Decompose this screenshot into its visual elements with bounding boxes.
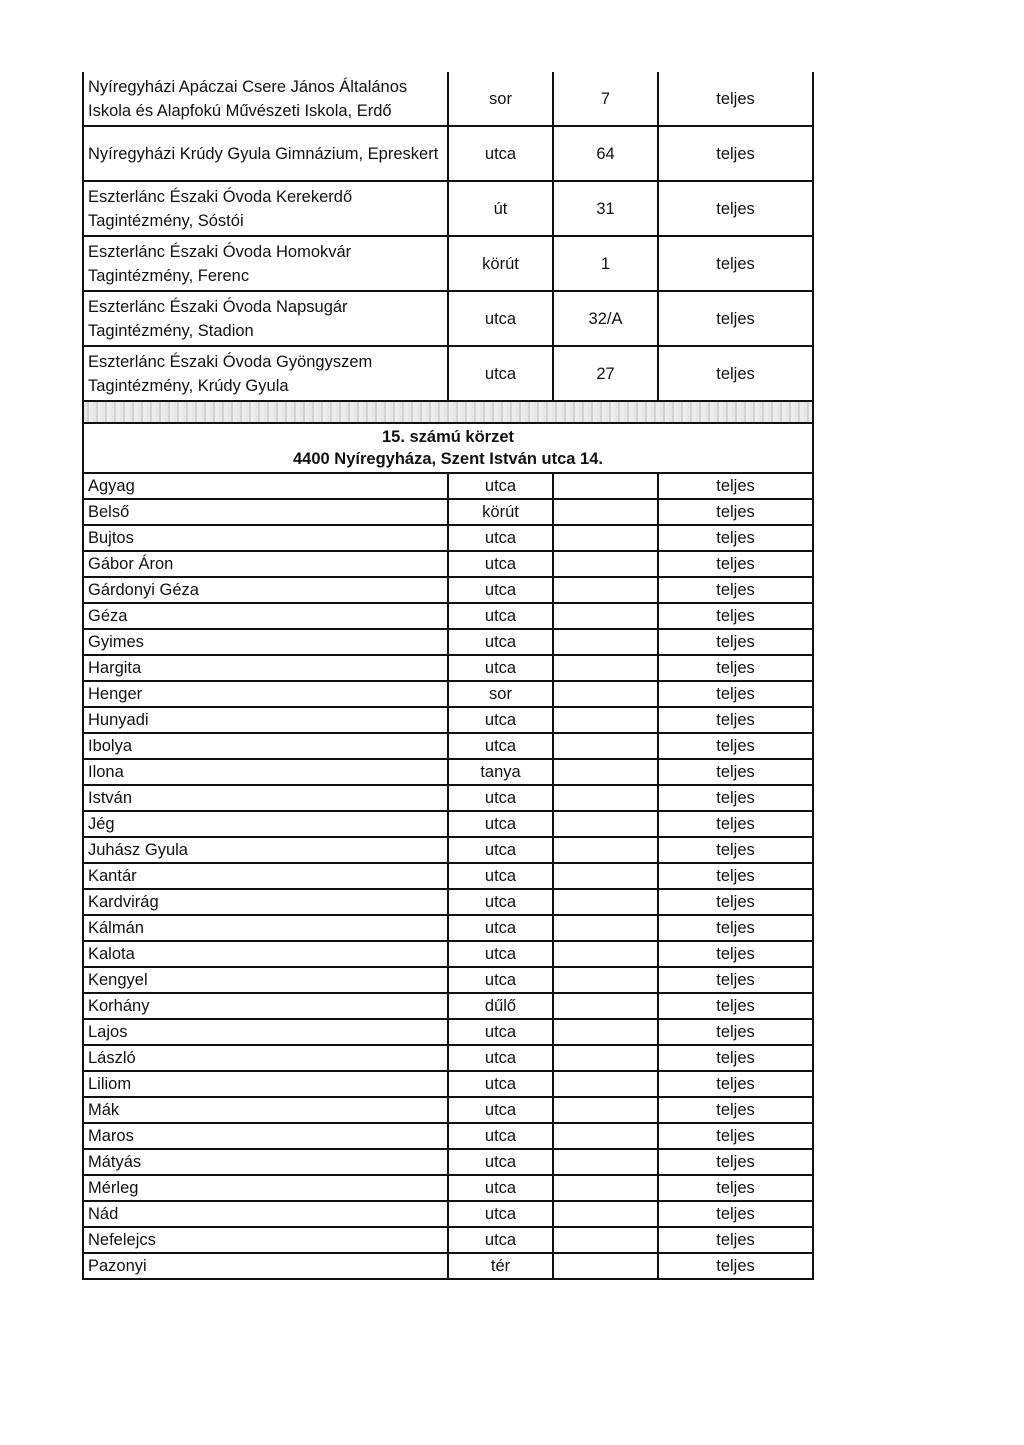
table-row [83, 707, 813, 733]
number-cell [553, 655, 658, 681]
status-cell: teljes [658, 707, 813, 733]
name-cell: Hunyadi [83, 707, 448, 733]
type-cell: sor [448, 681, 553, 707]
status-cell: teljes [658, 1071, 813, 1097]
name-cell: Mák [83, 1097, 448, 1123]
separator-row [83, 401, 813, 423]
type-cell: utca [448, 863, 553, 889]
number-cell: 27 [553, 346, 658, 401]
table-row [83, 681, 813, 707]
status-cell: teljes [658, 733, 813, 759]
number-cell: 7 [553, 72, 658, 126]
name-cell: Nefelejcs [83, 1227, 448, 1253]
number-cell [553, 1097, 658, 1123]
name-cell: Eszterlánc Északi Óvoda Homokvár Tagintézmény, Ferenc [83, 236, 448, 291]
number-cell [553, 1123, 658, 1149]
type-cell: dűlő [448, 993, 553, 1019]
name-cell: Eszterlánc Északi Óvoda Gyöngyszem Tagintézmény, Krúdy Gyula [83, 346, 448, 401]
table-row [83, 72, 813, 126]
number-cell [553, 1045, 658, 1071]
type-cell: utca [448, 291, 553, 346]
number-cell [553, 759, 658, 785]
table-row [83, 499, 813, 525]
name-cell: Nyíregyházi Apáczai Csere János Általános Iskola és Alapfokú Művészeti Iskola, Erdő [83, 72, 448, 126]
type-cell: utca [448, 629, 553, 655]
number-cell [553, 1071, 658, 1097]
name-cell: Pazonyi [83, 1253, 448, 1279]
name-cell: Korhány [83, 993, 448, 1019]
table-row [83, 1175, 813, 1201]
number-cell [553, 525, 658, 551]
type-cell: utca [448, 941, 553, 967]
type-cell: utca [448, 525, 553, 551]
name-cell: Liliom [83, 1071, 448, 1097]
type-cell: utca [448, 915, 553, 941]
table-row [83, 577, 813, 603]
name-cell: Kengyel [83, 967, 448, 993]
status-cell: teljes [658, 889, 813, 915]
table-row [83, 346, 813, 401]
status-cell: teljes [658, 1253, 813, 1279]
type-cell: utca [448, 1123, 553, 1149]
status-cell: teljes [658, 126, 813, 181]
table-row [83, 863, 813, 889]
type-cell: utca [448, 733, 553, 759]
district-address: 4400 Nyíregyháza, Szent István utca 14. [293, 450, 603, 468]
status-cell: teljes [658, 837, 813, 863]
number-cell [553, 1253, 658, 1279]
status-cell: teljes [658, 551, 813, 577]
name-cell: Bujtos [83, 525, 448, 551]
district-title: 15. számú körzet [381, 428, 515, 446]
type-cell: utca [448, 1175, 553, 1201]
table-row [83, 1097, 813, 1123]
status-cell: teljes [658, 236, 813, 291]
number-cell [553, 1019, 658, 1045]
district-header-cell [83, 423, 813, 473]
name-cell: Mérleg [83, 1175, 448, 1201]
type-cell: körút [448, 499, 553, 525]
name-cell: László [83, 1045, 448, 1071]
table-row [83, 291, 813, 346]
status-cell: teljes [658, 1201, 813, 1227]
status-cell: teljes [658, 993, 813, 1019]
name-cell: Kálmán [83, 915, 448, 941]
number-cell: 1 [553, 236, 658, 291]
name-cell: Gárdonyi Géza [83, 577, 448, 603]
type-cell: utca [448, 967, 553, 993]
district-header [83, 423, 813, 473]
status-cell: teljes [658, 1175, 813, 1201]
institution-rows [83, 72, 813, 401]
type-cell: utca [448, 889, 553, 915]
table-row [83, 1123, 813, 1149]
number-cell [553, 785, 658, 811]
table-row [83, 915, 813, 941]
type-cell: utca [448, 837, 553, 863]
type-cell: tér [448, 1253, 553, 1279]
table-row [83, 655, 813, 681]
status-cell: teljes [658, 967, 813, 993]
status-cell: teljes [658, 863, 813, 889]
type-cell: utca [448, 1071, 553, 1097]
name-cell: Nyíregyházi Krúdy Gyula Gimnázium, Epreskert [83, 126, 448, 181]
type-cell: utca [448, 603, 553, 629]
number-cell [553, 993, 658, 1019]
number-cell [553, 499, 658, 525]
type-cell: tanya [448, 759, 553, 785]
name-cell: Ibolya [83, 733, 448, 759]
status-cell: teljes [658, 1149, 813, 1175]
number-cell [553, 915, 658, 941]
status-cell: teljes [658, 181, 813, 236]
table-row [83, 1019, 813, 1045]
table-row [83, 811, 813, 837]
type-cell: utca [448, 1227, 553, 1253]
type-cell: utca [448, 346, 553, 401]
number-cell: 64 [553, 126, 658, 181]
number-cell [553, 811, 658, 837]
address-table [82, 72, 814, 1280]
status-cell: teljes [658, 1097, 813, 1123]
name-cell: Eszterlánc Északi Óvoda Napsugár Tagintézmény, Stadion [83, 291, 448, 346]
name-cell: Gábor Áron [83, 551, 448, 577]
number-cell [553, 967, 658, 993]
status-cell: teljes [658, 915, 813, 941]
status-cell: teljes [658, 629, 813, 655]
status-cell: teljes [658, 1045, 813, 1071]
table-row [83, 837, 813, 863]
number-cell [553, 889, 658, 915]
number-cell [553, 577, 658, 603]
name-cell: Henger [83, 681, 448, 707]
table-row [83, 967, 813, 993]
number-cell [553, 733, 658, 759]
table-row [83, 993, 813, 1019]
name-cell: Gyimes [83, 629, 448, 655]
name-cell: Kardvirág [83, 889, 448, 915]
type-cell: utca [448, 126, 553, 181]
number-cell [553, 551, 658, 577]
type-cell: sor [448, 72, 553, 126]
table-row [83, 1071, 813, 1097]
name-cell: Kalota [83, 941, 448, 967]
type-cell: út [448, 181, 553, 236]
table-row [83, 236, 813, 291]
status-cell: teljes [658, 603, 813, 629]
table-row [83, 1227, 813, 1253]
status-cell: teljes [658, 577, 813, 603]
status-cell: teljes [658, 1019, 813, 1045]
name-cell: István [83, 785, 448, 811]
number-cell [553, 473, 658, 499]
street-rows [83, 473, 813, 1279]
status-cell: teljes [658, 811, 813, 837]
status-cell: teljes [658, 72, 813, 126]
type-cell: körút [448, 236, 553, 291]
status-cell: teljes [658, 525, 813, 551]
type-cell: utca [448, 785, 553, 811]
type-cell: utca [448, 577, 553, 603]
name-cell: Belső [83, 499, 448, 525]
table-row [83, 1201, 813, 1227]
status-cell: teljes [658, 681, 813, 707]
status-cell: teljes [658, 655, 813, 681]
table-row [83, 733, 813, 759]
type-cell: utca [448, 811, 553, 837]
number-cell [553, 863, 658, 889]
number-cell: 31 [553, 181, 658, 236]
table-row [83, 181, 813, 236]
number-cell [553, 1201, 658, 1227]
table-row [83, 1045, 813, 1071]
name-cell: Nád [83, 1201, 448, 1227]
table-row [83, 941, 813, 967]
status-cell: teljes [658, 346, 813, 401]
table-row [83, 785, 813, 811]
name-cell: Juhász Gyula [83, 837, 448, 863]
number-cell [553, 837, 658, 863]
table-row [83, 1253, 813, 1279]
name-cell: Agyag [83, 473, 448, 499]
name-cell: Ilona [83, 759, 448, 785]
number-cell [553, 681, 658, 707]
type-cell: utca [448, 1045, 553, 1071]
type-cell: utca [448, 1019, 553, 1045]
table-row [83, 759, 813, 785]
status-cell: teljes [658, 473, 813, 499]
status-cell: teljes [658, 759, 813, 785]
type-cell: utca [448, 655, 553, 681]
number-cell [553, 707, 658, 733]
status-cell: teljes [658, 785, 813, 811]
table-row [83, 126, 813, 181]
name-cell: Eszterlánc Északi Óvoda Kerekerdő Tagintézmény, Sóstói [83, 181, 448, 236]
table-row [83, 1149, 813, 1175]
table-row [83, 551, 813, 577]
status-cell: teljes [658, 941, 813, 967]
name-cell: Mátyás [83, 1149, 448, 1175]
number-cell [553, 1175, 658, 1201]
separator-cell [83, 401, 813, 423]
type-cell: utca [448, 551, 553, 577]
number-cell [553, 603, 658, 629]
name-cell: Géza [83, 603, 448, 629]
number-cell: 32/A [553, 291, 658, 346]
table-row [83, 525, 813, 551]
name-cell: Jég [83, 811, 448, 837]
number-cell [553, 941, 658, 967]
table-row [83, 603, 813, 629]
number-cell [553, 1149, 658, 1175]
name-cell: Kantár [83, 863, 448, 889]
status-cell: teljes [658, 291, 813, 346]
table-row [83, 473, 813, 499]
number-cell [553, 629, 658, 655]
type-cell: utca [448, 1201, 553, 1227]
status-cell: teljes [658, 499, 813, 525]
type-cell: utca [448, 1097, 553, 1123]
table-row [83, 889, 813, 915]
name-cell: Hargita [83, 655, 448, 681]
status-cell: teljes [658, 1227, 813, 1253]
type-cell: utca [448, 707, 553, 733]
number-cell [553, 1227, 658, 1253]
status-cell: teljes [658, 1123, 813, 1149]
type-cell: utca [448, 1149, 553, 1175]
name-cell: Lajos [83, 1019, 448, 1045]
name-cell: Maros [83, 1123, 448, 1149]
type-cell: utca [448, 473, 553, 499]
table-row [83, 629, 813, 655]
